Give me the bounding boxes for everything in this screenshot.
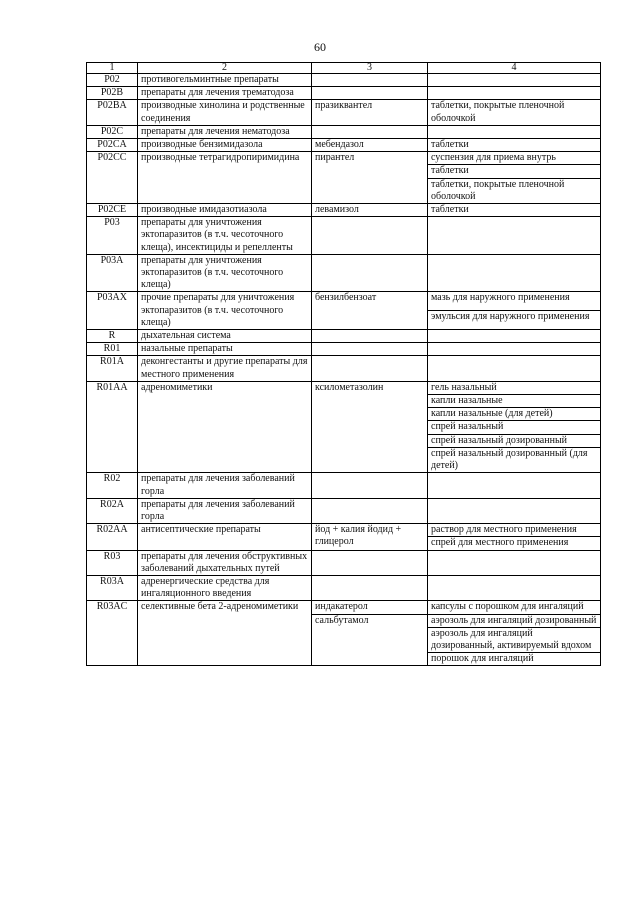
- dosage-form-cell: мазь для наружного применения: [428, 292, 601, 311]
- dosage-form-cell: таблетки: [428, 204, 601, 217]
- drug-name-cell: индакатерол: [312, 601, 428, 614]
- dosage-form-cell: спрей назальный дозированный (для детей): [428, 447, 601, 472]
- group-name-cell: адреномиметики: [138, 381, 312, 472]
- dosage-form-cell: [428, 125, 601, 138]
- drug-name-cell: мебендазол: [312, 139, 428, 152]
- atc-code-cell: P02BA: [87, 100, 138, 125]
- table-row: [87, 343, 601, 356]
- table-row: [87, 292, 601, 311]
- drug-name-cell: [312, 217, 428, 255]
- group-name-cell: противогельминтные препараты: [138, 74, 312, 87]
- group-name-cell: производные тетрагидропиримидина: [138, 152, 312, 204]
- drug-name-cell: [312, 125, 428, 138]
- drug-name-cell: [312, 343, 428, 356]
- drug-name-cell: [312, 330, 428, 343]
- dosage-form-cell: порошок для ингаляций: [428, 653, 601, 666]
- atc-code-cell: P02CE: [87, 204, 138, 217]
- dosage-form-cell: [428, 330, 601, 343]
- group-name-cell: препараты для лечения обструктивных заболеваний дыхательных путей: [138, 550, 312, 575]
- drug-name-cell: [312, 575, 428, 600]
- atc-code-cell: P03AX: [87, 292, 138, 330]
- atc-code-cell: P02B: [87, 87, 138, 100]
- group-name-cell: производные бензимидазола: [138, 139, 312, 152]
- group-name-cell: прочие препараты для уничтожения эктопаразитов (в т.ч. чесоточного клеща): [138, 292, 312, 330]
- table-row: [87, 217, 601, 255]
- atc-code-cell: R03AC: [87, 601, 138, 666]
- group-name-cell: препараты для уничтожения эктопаразитов (в т.ч. чесоточного клеща), инсектициды и репелленты: [138, 217, 312, 255]
- atc-code-cell: P03A: [87, 254, 138, 292]
- atc-code-cell: P02CA: [87, 139, 138, 152]
- dosage-form-cell: спрей для местного применения: [428, 537, 601, 550]
- atc-code-cell: R01AA: [87, 381, 138, 472]
- group-name-cell: препараты для лечения нематодоза: [138, 125, 312, 138]
- table-row: [87, 330, 601, 343]
- drug-name-cell: сальбутамол: [312, 614, 428, 666]
- dosage-form-cell: [428, 356, 601, 381]
- group-name-cell: назальные препараты: [138, 343, 312, 356]
- group-name-cell: производные хинолина и родственные соединения: [138, 100, 312, 125]
- dosage-form-cell: [428, 550, 601, 575]
- drug-name-cell: левамизол: [312, 204, 428, 217]
- group-name-cell: деконгестанты и другие препараты для местного применения: [138, 356, 312, 381]
- table-row: [87, 356, 601, 381]
- table-header-row: [87, 63, 601, 74]
- dosage-form-cell: аэрозоль для ингаляций дозированный, активируемый вдохом: [428, 627, 601, 652]
- drug-name-cell: [312, 74, 428, 87]
- dosage-form-cell: [428, 74, 601, 87]
- dosage-form-cell: эмульсия для наружного применения: [428, 311, 601, 330]
- atc-code-cell: P02: [87, 74, 138, 87]
- group-name-cell: препараты для уничтожения эктопаразитов (в т.ч. чесоточного клеща): [138, 254, 312, 292]
- dosage-form-cell: таблетки: [428, 165, 601, 178]
- dosage-form-cell: капсулы с порошком для ингаляций: [428, 601, 601, 614]
- group-name-cell: адренергические средства для ингаляционного введения: [138, 575, 312, 600]
- atc-code-cell: R01: [87, 343, 138, 356]
- drug-name-cell: ксилометазолин: [312, 381, 428, 472]
- dosage-form-cell: капли назальные (для детей): [428, 408, 601, 421]
- atc-code-cell: R03: [87, 550, 138, 575]
- table-body: [87, 63, 601, 666]
- atc-code-cell: R02A: [87, 498, 138, 523]
- drug-name-cell: йод + калия йодид + глицерол: [312, 524, 428, 550]
- group-name-cell: дыхательная система: [138, 330, 312, 343]
- table-row: [87, 524, 601, 537]
- drug-name-cell: [312, 550, 428, 575]
- group-name-cell: препараты для лечения трематодоза: [138, 87, 312, 100]
- table-row: [87, 100, 601, 125]
- atc-code-cell: R02AA: [87, 524, 138, 550]
- dosage-form-cell: [428, 343, 601, 356]
- atc-code-cell: P02CC: [87, 152, 138, 204]
- table-row: [87, 381, 601, 394]
- group-name-cell: селективные бета 2-адреномиметики: [138, 601, 312, 666]
- table-row: [87, 473, 601, 498]
- table-row: [87, 204, 601, 217]
- dosage-form-cell: таблетки, покрытые пленочной оболочкой: [428, 178, 601, 203]
- drug-name-cell: [312, 356, 428, 381]
- dosage-form-cell: раствор для местного применения: [428, 524, 601, 537]
- drug-name-cell: [312, 254, 428, 292]
- dosage-form-cell: таблетки, покрытые пленочной оболочкой: [428, 100, 601, 125]
- atc-code-cell: P02C: [87, 125, 138, 138]
- group-name-cell: препараты для лечения заболеваний горла: [138, 498, 312, 523]
- drug-name-cell: [312, 498, 428, 523]
- table-row: [87, 74, 601, 87]
- dosage-form-cell: [428, 473, 601, 498]
- header-col-3: 3: [312, 63, 428, 74]
- dosage-form-cell: гель назальный: [428, 381, 601, 394]
- dosage-form-cell: [428, 575, 601, 600]
- group-name-cell: препараты для лечения заболеваний горла: [138, 473, 312, 498]
- dosage-form-cell: [428, 217, 601, 255]
- atc-code-cell: R02: [87, 473, 138, 498]
- group-name-cell: антисептические препараты: [138, 524, 312, 550]
- table-row: [87, 254, 601, 292]
- dosage-form-cell: [428, 498, 601, 523]
- atc-code-cell: R: [87, 330, 138, 343]
- dosage-form-cell: капли назальные: [428, 395, 601, 408]
- drug-name-cell: празиквантел: [312, 100, 428, 125]
- header-col-4: 4: [428, 63, 601, 74]
- header-col-1: 1: [87, 63, 138, 74]
- drug-name-cell: бензилбензоат: [312, 292, 428, 330]
- dosage-form-cell: аэрозоль для ингаляций дозированный: [428, 614, 601, 627]
- atc-code-cell: P03: [87, 217, 138, 255]
- dosage-form-cell: [428, 254, 601, 292]
- table-row: [87, 87, 601, 100]
- table-row: [87, 550, 601, 575]
- table-row: [87, 152, 601, 165]
- table-row: [87, 139, 601, 152]
- drug-name-cell: пирантел: [312, 152, 428, 204]
- table-row: [87, 575, 601, 600]
- atc-code-cell: R03A: [87, 575, 138, 600]
- page-number: 60: [314, 40, 326, 54]
- dosage-form-cell: таблетки: [428, 139, 601, 152]
- header-col-2: 2: [138, 63, 312, 74]
- dosage-form-cell: [428, 87, 601, 100]
- table-row: [87, 125, 601, 138]
- table-row: [87, 498, 601, 523]
- drug-name-cell: [312, 473, 428, 498]
- atc-code-cell: R01A: [87, 356, 138, 381]
- group-name-cell: производные имидазотиазола: [138, 204, 312, 217]
- drug-name-cell: [312, 87, 428, 100]
- table-row: [87, 601, 601, 614]
- dosage-form-cell: спрей назальный дозированный: [428, 434, 601, 447]
- dosage-form-cell: суспензия для приема внутрь: [428, 152, 601, 165]
- drug-table: [86, 62, 601, 666]
- dosage-form-cell: спрей назальный: [428, 421, 601, 434]
